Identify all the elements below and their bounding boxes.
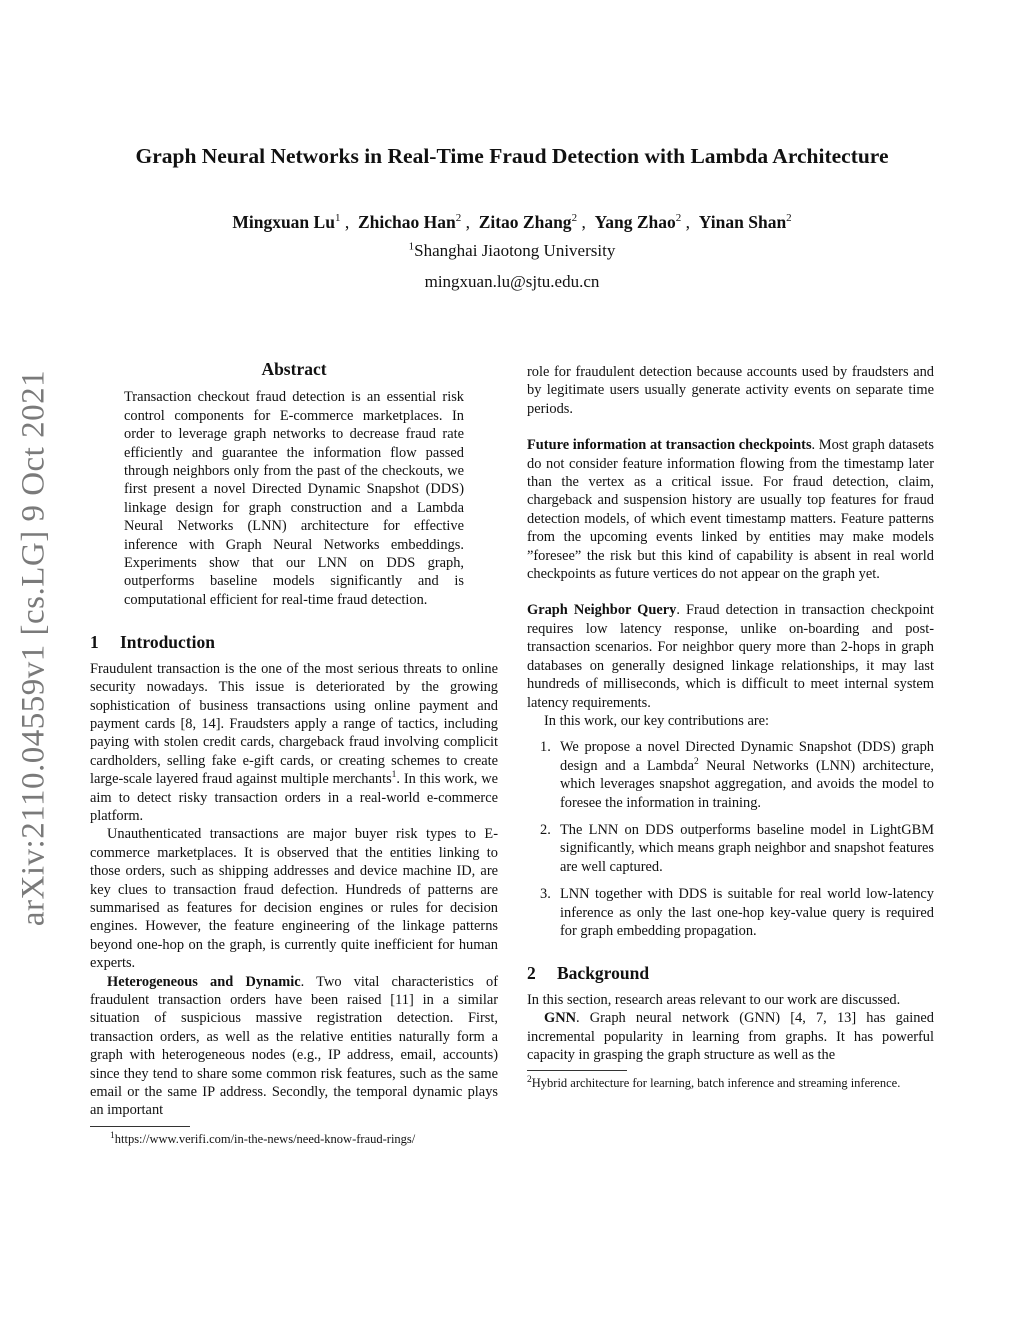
section-heading-background (527, 964, 934, 982)
section-title: Introduction (120, 632, 215, 653)
body-paragraph: In this work, our key contributions are: (544, 712, 770, 729)
footnote-number: 1 (110, 1130, 115, 1141)
paragraph-run-in-heading: Future information at transaction checkpoints (527, 437, 812, 454)
footnote-text: Hybrid architecture for learning, batch inference and streaming inference. (531, 1076, 901, 1091)
author-email: mingxuan.lu@sjtu.edu.cn (424, 272, 600, 291)
body-paragraph (90, 973, 498, 1120)
author-name: Yinan Shan (698, 212, 787, 232)
paragraph-run-in-heading: GNN (544, 1010, 576, 1027)
footnote-mark[interactable]: 1 (391, 770, 397, 781)
body-paragraph (527, 1009, 934, 1064)
list-number: 2. (540, 821, 551, 838)
footnote (527, 1075, 934, 1091)
author-name: Mingxuan Lu (232, 212, 335, 232)
author-affiliation-mark: 2 (455, 212, 462, 225)
author-list: Mingxuan Lu$^1$ , Zhichao Han$^2$ , Zitao Zhang$^2$ , Yang Zhao$^2$ , Yinan Shan$^2$ (232, 212, 792, 232)
body-paragraph (527, 601, 934, 711)
list-number: 3. (540, 886, 551, 903)
paragraph-run-in-heading: Heterogeneous and Dynamic (107, 973, 301, 990)
affiliation (0, 241, 1024, 261)
arxiv-identifier-stamp: arXiv:2110.04559v1 [cs.LG] 9 Oct 2021 (15, 369, 52, 927)
footnote-rule (527, 1070, 627, 1071)
author-name: Zitao Zhang (478, 212, 572, 232)
list-item-text: LNN together with DDS is suitable for real world low-latency inference as only the last one-hop key-value query is required for graph embedding propagation. (560, 886, 934, 939)
paragraph-text: . In this work, we aim to detect risky transaction orders in a real-world e-commerce platform. (90, 771, 498, 824)
footnote-rule (90, 1126, 190, 1127)
abstract-heading: Abstract (261, 359, 327, 379)
footnote-url[interactable]: https://www.verifi.com/in-the-news/need-know-fraud-rings/ (114, 1131, 416, 1146)
paper-title: Graph Neural Networks in Real-Time Fraud Detection with Lambda Architecture (135, 144, 889, 168)
section-heading-introduction (90, 633, 498, 651)
left-column (90, 360, 498, 1147)
footnote (90, 1131, 498, 1147)
list-item-text: Neural Networks (LNN) architecture, which leverages snapshot aggregation, and avoids the model to foresee the information in training. (560, 757, 934, 811)
author-name: Yang Zhao (594, 212, 676, 232)
list-item (527, 738, 934, 812)
list-item-text: The LNN on DDS outperforms baseline model in LightGBM significantly, which means graph neighbor and snapshot features are well captured. (560, 821, 934, 875)
footnote-number: 2 (527, 1075, 532, 1086)
author-name: Zhichao Han (357, 212, 456, 232)
affiliation-mark: 1 (408, 240, 415, 253)
list-item (527, 885, 934, 940)
list-item-text: We propose a novel Directed Dynamic Snapshot (DDS) graph design and a Lambda (560, 739, 934, 774)
abstract-text: Transaction checkout fraud detection is an essential risk control components for E-commerce marketplaces. In order to leverage graph networks to decrease fraud rate efficiently and guarantee the information flow passed through neighbors only from the past of the checkouts, we first present a novel Directed Dynamic Snapshot (DDS) linkage design for graph construction and a Lambda Neural Networks (LNN) architecture for effective inference with Graph Neural Networks embeddings. Experiments show that our LNN on DDS graph, outperforms baseline models significantly and is computational efficient for real-time fraud detection. (124, 389, 464, 608)
affiliation-name: Shanghai Jiaotong University (414, 241, 616, 260)
body-paragraph: Unauthenticated transactions are major buyer risk types to E-commerce marketplaces. It is observed that the entities linking to those orders, such as shipping addresses and device machine ID, are key clues to transaction fraud defection. Hundreds of patterns are summarised as features for decision engines or rules for decision engines. However, the feature engineering of the linkage patterns beyond one-hop on the graph, is currently quite inefficient for human experts. (90, 826, 498, 972)
author-affiliation-mark: 1 (334, 212, 341, 225)
paragraph-text: . Most graph datasets do not consider feature information flowing from the timestamp later than the vertex as a critical issue. For fraud detection, claim, chargeback and suspension history are usually top features for fraud detection models, of which event timestamp matters. Feature patterns from the upcoming events linked by entities may make models ”foresee” the risk but this kind of capability is absent in real world checkpoints as future vertices do not appear on the graph yet. (527, 437, 934, 583)
footnote-mark[interactable]: 2 (694, 756, 699, 767)
right-column (527, 363, 934, 1091)
paragraph-text: . Graph neural network (GNN) [4, 7, 13] has gained incremental popularity in learning from graphs. It has powerful capacity in grasping the graph structure as well as the (527, 1010, 934, 1063)
body-paragraph: In this section, research areas relevant to our work are discussed. (527, 991, 901, 1008)
paragraph-run-in-heading: Graph Neighbor Query (527, 602, 677, 619)
body-paragraph: role for fraudulent detection because accounts used by fraudsters and by legitimate users usually generate activity events on separate time periods. (527, 364, 934, 417)
section-number: 2 (527, 963, 536, 984)
paragraph-text: . Two vital characteristics of fraudulent transaction orders have been raised [11] in a similar situation of suspicious massive registration detection. First, transaction orders, as well as the relative entities naturally form a graph with heterogeneous nodes (e.g., IP address, email, accounts) since they tend to share some common risk features, such as the same email or the same IP address. Secondly, the temporal dynamic plays an important (90, 973, 498, 1119)
list-item (527, 821, 934, 876)
body-paragraph (90, 660, 498, 826)
author-affiliation-mark: 2 (675, 212, 682, 225)
contributions-list (527, 738, 934, 940)
section-number: 1 (90, 632, 99, 653)
list-number: 1. (540, 739, 551, 756)
body-paragraph (527, 436, 934, 583)
paragraph-text: . Fraud detection in transaction checkpoint requires low latency response, unlike on-boarding and post-transaction scenarios. For neighbor query more than 2-hops in graph databases on generally designed linkage relationships, it may last hundreds of milliseconds, which is difficult to meet internal system latency requirements. (527, 602, 934, 711)
author-affiliation-mark: 2 (786, 212, 792, 225)
section-title: Background (557, 963, 650, 984)
paragraph-text: Fraudulent transaction is the one of the most serious threats to online security nowadays. This issue is deteriorated by the growing sophistication of business transactions using online payment and payment cards [8, 14]. Fraudsters apply a range of tactics, including paying with stolen credit cards, chargeback fraud involving complicit cardholders, selling fake e-gift cards, or creating schemes to create large-scale layered fraud against multiple merchants (90, 660, 498, 788)
author-affiliation-mark: 2 (571, 212, 578, 225)
